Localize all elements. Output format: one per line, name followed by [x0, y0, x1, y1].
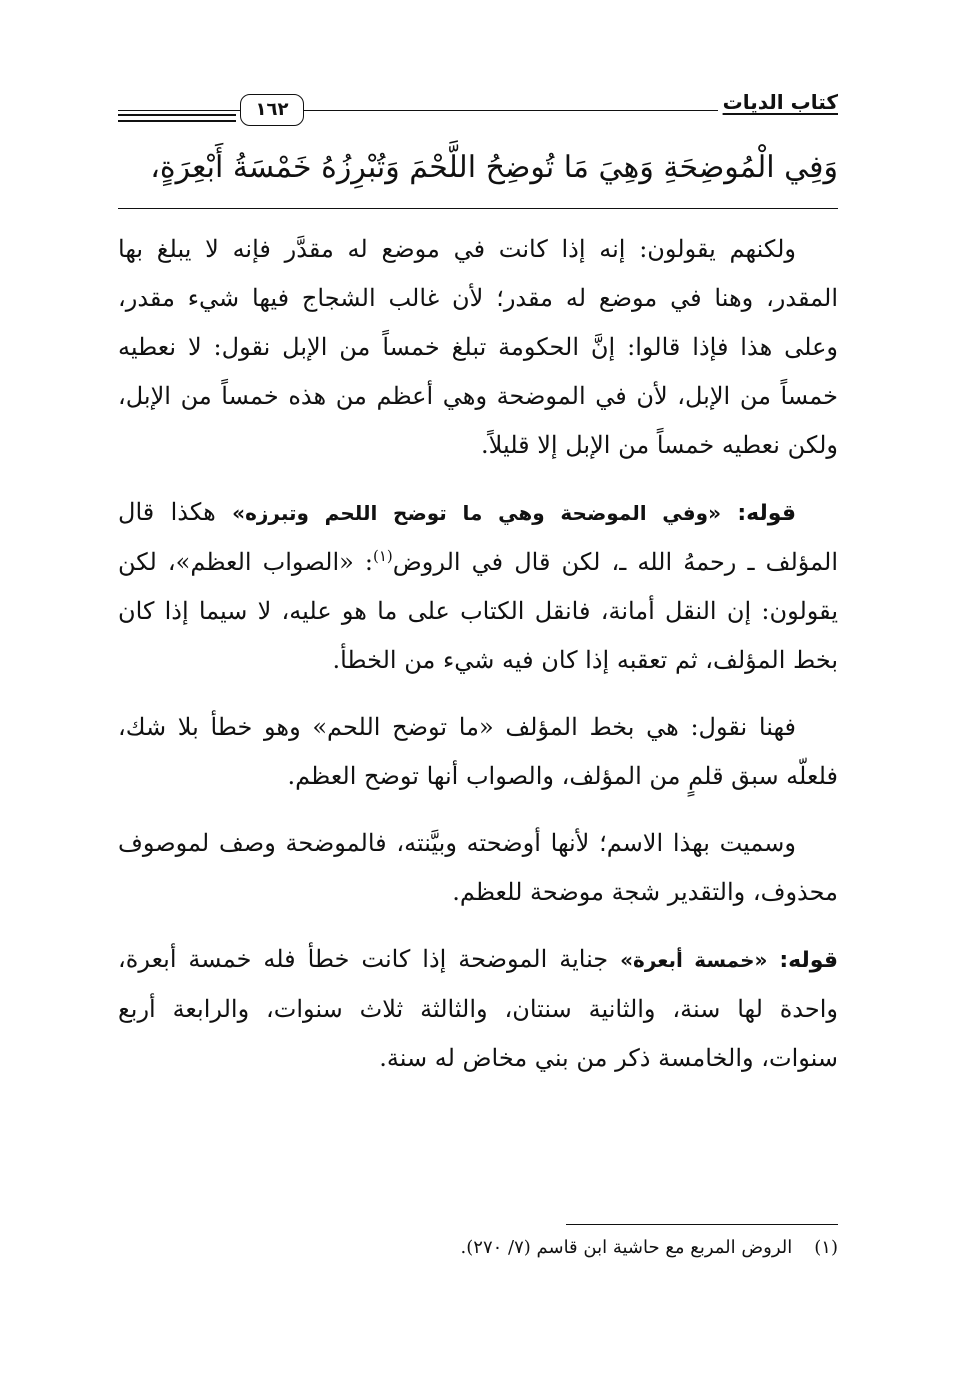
paragraph-2-text-b: : «الصواب العظم»، لكن يقولون: إن النقل أمانة، فانقل الكتاب على ما هو عليه، لا سيما إذا كان بخط المؤلف، ثم تعقبه إذا كان فيه شيء من الخطأ. — [118, 548, 838, 674]
footnote-divider — [566, 1224, 838, 1225]
footnote-number: (١) — [814, 1237, 838, 1258]
paragraph-4-text: وسميت بهذا الاسم؛ لأنها أوضحته وبيَّنته، فالموضحة وصف لموصوف محذوف، والتقدير شجة موضحة للعظم. — [118, 829, 838, 906]
paragraph-5-quote: «خمسة أبعرة» — [620, 948, 768, 972]
paragraph-3-text: فهنا نقول: هي بخط المؤلف «ما توضح اللحم» وهو خطأ بلا شك، فلعلّه سبق قلمٍ من المؤلف، والصواب أنها توضح العظم. — [118, 713, 838, 790]
paragraph-1-text: ولكنهم يقولون: إنه إذا كانت في موضع له مقدَّر فإنه لا يبلغ بها المقدر، وهنا في موضع له مقدر؛ لأن غالب الشجاج فيها شيء مقدر، وعلى هذا فإذا قالوا: إنَّ الحكومة تبلغ خمساً من الإبل نقول: لا نعطيه خمساً من الإبل، لأن في الموضحة وهي أعظم من هذه خمساً من الإبل، ولكن نعطيه خمساً من الإبل إلا قليلاً. — [118, 235, 838, 459]
matn-text: وَفِي الْمُوضِحَةِ وَهِيَ مَا تُوضِحُ اللَّحْمَ وَتُبْرِزُهُ خَمْسَةُ أَبْعِرَةٍ، — [150, 150, 838, 185]
page-number: ١٦٢ — [240, 94, 304, 126]
paragraph-2-keyword: قوله: — [737, 501, 796, 526]
paragraph-3 — [118, 703, 838, 801]
footnote — [461, 1235, 838, 1261]
paragraph-2-quote: «وفي الموضحة وهي ما توضح اللحم وتبرزه» — [232, 501, 721, 525]
paragraph-2 — [118, 488, 838, 685]
footnote-reference[interactable]: (١) — [372, 547, 393, 565]
paragraph-2-text-a: هكذا قال المؤلف ـ رحمهُ الله ـ، لكن قال في الروض — [118, 498, 839, 576]
paragraph-1 — [118, 225, 838, 470]
book-title: كتاب الديات — [722, 90, 838, 114]
paragraph-4 — [118, 819, 838, 917]
paragraph-5 — [118, 935, 838, 1083]
book-page — [118, 84, 839, 1258]
paragraph-5-text: جناية الموضحة إذا كانت خطأ فله خمسة أبعرة، واحدة لها سنة، والثانية سنتان، والثالثة ثلاث سنوات، والرابعة أربع سنوات، والخامسة ذكر من بني مخاض له سنة. — [118, 945, 838, 1072]
footnote-text: الروض المربع مع حاشية ابن قاسم (٧/ ٢٧٠). — [460, 1237, 793, 1258]
header-double-rule — [118, 114, 236, 122]
matn-divider — [118, 208, 838, 209]
page-header — [118, 84, 838, 128]
paragraph-5-keyword: قوله: — [779, 948, 838, 973]
header-rule — [118, 110, 718, 111]
